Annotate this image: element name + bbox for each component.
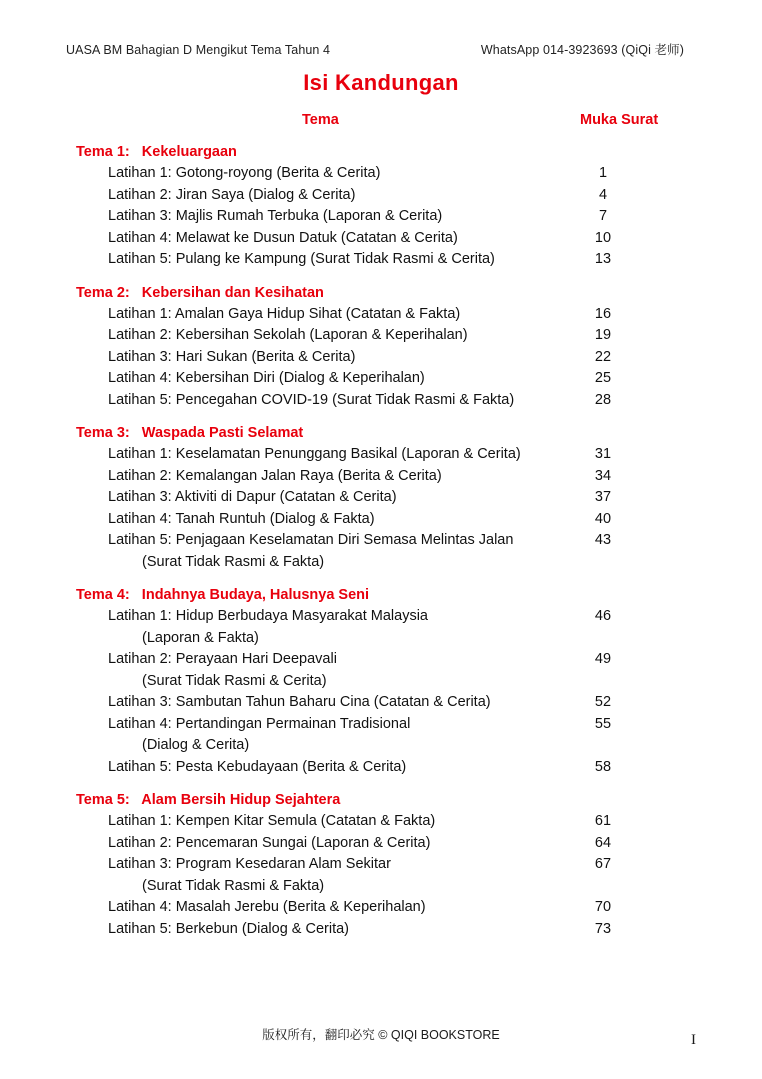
toc-entry (56, 228, 706, 250)
toc-entry-page: 64 (594, 834, 612, 851)
toc-entry-page: 28 (594, 391, 612, 408)
toc-entry-page: 58 (594, 758, 612, 775)
theme-title: Tema 1: Kekeluargaan (76, 144, 237, 160)
toc-entry-page: 7 (598, 208, 608, 224)
toc-entry-label: Latihan 2: Perayaan Hari Deepavali (108, 651, 337, 667)
toc-entry-label: Latihan 5: Penjagaan Keselamatan Diri Semasa Melintas Jalan (108, 532, 514, 548)
toc-entry-page: 55 (594, 715, 612, 732)
footer-copyright: 版权所有，翻印必究 © QIQI BOOKSTORE (262, 1028, 500, 1042)
toc-entry-page: 37 (594, 489, 612, 505)
toc-entry (56, 347, 706, 369)
theme-title: Tema 2: Kebersihan dan Kesihatan (76, 284, 324, 301)
header-contact-text: WhatsApp 014-3923693 (QiQi 老师) (480, 43, 684, 57)
toc-entry (56, 919, 706, 941)
toc-entry-label: Latihan 4: Kebersihan Diri (Dialog & Keperihalan) (108, 370, 425, 386)
toc-entry (56, 757, 706, 779)
toc-entry-continuation: (Dialog & Cerita) (142, 737, 250, 753)
toc-entry-continuation: (Surat Tidak Rasmi & Cerita) (142, 672, 327, 689)
toc-entry (56, 304, 706, 326)
toc-entry-label: Latihan 4: Melawat ke Dusun Datuk (Catatan & Cerita) (108, 229, 458, 246)
toc-entry (56, 606, 706, 628)
toc-entry-label: Latihan 5: Pulang ke Kampung (Surat Tidak Rasmi & Cerita) (108, 251, 495, 267)
toc-entry-label: Latihan 3: Majlis Rumah Terbuka (Laporan & Cerita) (108, 208, 443, 224)
toc-entry-page: 31 (594, 446, 612, 462)
theme-title: Tema 3: Waspada Pasti Selamat (76, 425, 304, 441)
header-left-text: UASA BM Bahagian D Mengikut Tema Tahun 4 (66, 43, 331, 57)
column-header-tema: Tema (302, 112, 339, 128)
toc-entry-page: 13 (594, 251, 612, 267)
toc-entry-label: Latihan 1: Hidup Berbudaya Masyarakat Malaysia (108, 608, 428, 624)
toc-entry-page: 61 (594, 813, 612, 829)
toc-entry-label: Latihan 1: Amalan Gaya Hidup Sihat (Catatan & Fakta) (108, 305, 461, 322)
column-headers (56, 112, 706, 134)
toc-entry-page: 73 (594, 920, 612, 937)
toc-entry-continuation: (Laporan & Fakta) (142, 629, 259, 646)
toc-entry (56, 466, 706, 488)
theme-section (56, 285, 706, 412)
toc-entry (56, 249, 706, 271)
toc-entry-label: Latihan 5: Pencegahan COVID-19 (Surat Tidak Rasmi & Fakta) (108, 391, 515, 408)
theme-section (56, 587, 706, 778)
toc-entry-label: Latihan 3: Sambutan Tahun Baharu Cina (Catatan & Cerita) (108, 694, 491, 710)
toc-entry-label: Latihan 2: Kebersihan Sekolah (Laporan & Keperihalan) (108, 327, 468, 343)
page-title: Isi Kandungan (303, 70, 459, 95)
toc-entry-page: 4 (598, 186, 608, 203)
toc-entry-page: 22 (594, 348, 612, 365)
toc-entry-page: 25 (594, 370, 612, 386)
toc-entry (56, 325, 706, 347)
toc-entry-page: 34 (594, 467, 612, 484)
toc-entry (56, 692, 706, 714)
toc-entry (56, 368, 706, 390)
toc-entry (56, 897, 706, 919)
toc-entry (56, 185, 706, 207)
toc-entry (56, 444, 706, 466)
toc-entry-page: 46 (594, 608, 612, 624)
toc-entry-label: Latihan 4: Tanah Runtuh (Dialog & Fakta) (108, 510, 375, 527)
toc-entry (56, 854, 706, 876)
toc-entry-page: 67 (594, 856, 612, 872)
toc-entry-page: 19 (594, 327, 612, 343)
page-number: I (691, 1032, 696, 1048)
toc-entry (56, 530, 706, 552)
toc-entry-label: Latihan 2: Kemalangan Jalan Raya (Berita & Cerita) (108, 467, 442, 484)
toc-entry-label: Latihan 1: Kempen Kitar Semula (Catatan & Fakta) (108, 813, 436, 829)
toc-entry-page: 70 (594, 899, 612, 915)
toc-entry (56, 487, 706, 509)
toc-entry (56, 649, 706, 671)
toc-entry (56, 163, 706, 185)
toc-entry-label: Latihan 5: Pesta Kebudayaan (Berita & Cerita) (108, 758, 407, 775)
toc-entry-label: Latihan 1: Keselamatan Penunggang Basikal (Laporan & Cerita) (108, 446, 521, 462)
table-of-contents (56, 144, 706, 940)
toc-entry-label: Latihan 3: Hari Sukan (Berita & Cerita) (108, 348, 356, 365)
toc-entry-label: Latihan 2: Jiran Saya (Dialog & Cerita) (108, 186, 356, 203)
toc-entry (56, 509, 706, 531)
toc-entry-label: Latihan 5: Berkebun (Dialog & Cerita) (108, 920, 349, 937)
toc-entry (56, 206, 706, 228)
toc-entry-page: 10 (594, 229, 612, 246)
theme-section (56, 425, 706, 573)
toc-entry-label: Latihan 3: Aktiviti di Dapur (Catatan & Cerita) (108, 489, 397, 505)
toc-entry-label: Latihan 4: Pertandingan Permainan Tradisional (108, 715, 411, 732)
toc-entry-continuation: (Surat Tidak Rasmi & Fakta) (142, 877, 325, 894)
toc-entry-label: Latihan 1: Gotong-royong (Berita & Cerita) (108, 165, 381, 181)
toc-entry-page: 1 (598, 165, 608, 181)
toc-entry-continuation: (Surat Tidak Rasmi & Fakta) (142, 553, 325, 570)
toc-entry-page: 16 (594, 305, 612, 322)
toc-entry (56, 714, 706, 736)
page-header (56, 40, 706, 58)
theme-section (56, 144, 706, 271)
toc-entry-label: Latihan 2: Pencemaran Sungai (Laporan & Cerita) (108, 834, 431, 851)
toc-entry-page: 43 (594, 532, 612, 548)
toc-entry-page: 52 (594, 694, 612, 710)
toc-entry-page: 49 (594, 651, 612, 667)
theme-section (56, 792, 706, 940)
toc-entry (56, 811, 706, 833)
column-header-muka-surat: Muka Surat (580, 112, 659, 128)
toc-entry (56, 390, 706, 412)
toc-entry (56, 833, 706, 855)
theme-title: Tema 5: Alam Bersih Hidup Sejahtera (76, 792, 341, 808)
toc-entry-page: 40 (594, 510, 612, 527)
toc-entry-label: Latihan 4: Masalah Jerebu (Berita & Keperihalan) (108, 899, 426, 915)
theme-title: Tema 4: Indahnya Budaya, Halusnya Seni (76, 587, 370, 603)
toc-entry-label: Latihan 3: Program Kesedaran Alam Sekitar (108, 856, 391, 872)
